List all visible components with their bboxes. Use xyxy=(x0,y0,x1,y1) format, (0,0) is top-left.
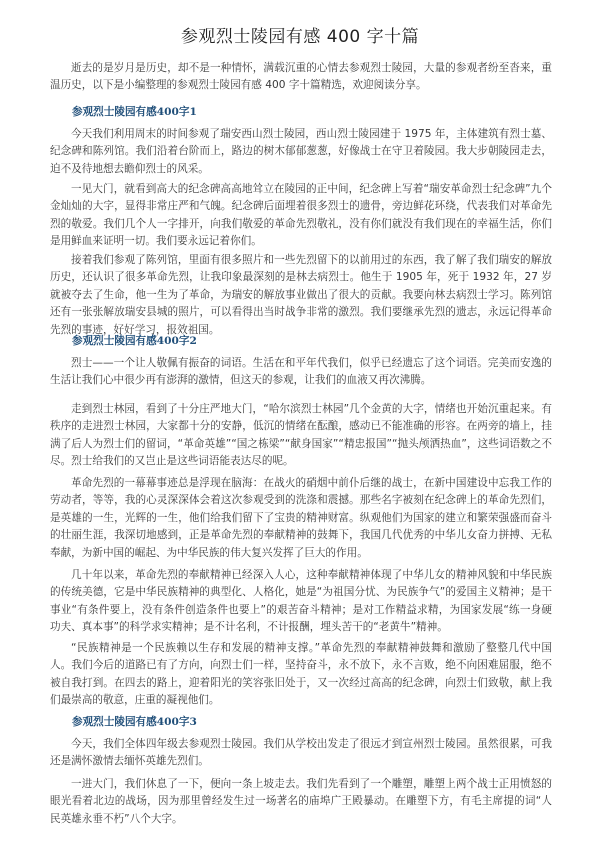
paragraph: 接着我们参观了陈列馆，里面有很多照片和一些先烈留下的以前用过的东西，我了解了我们瑞安的解放历史，还认识了很多革命先烈，让我印象最深刻的是林去病烈士。他生于 1905 年，死于 1932 年，27 岁就被夺去了生命，他一生为了革命，为瑞安的解放事业做出了很大的贡献。我要向林去病烈士学习。陈列馆还有一张张解放瑞安县城的照片，可以看得出当时战争非常的激烈。我们要继承先烈的遗志，永远记得革命先烈的事迹，好好学习，报效祖国。 xyxy=(50,254,552,336)
intro-paragraph: 逝去的是岁月是历史，却不是一种情怀，满载沉重的心情去参观烈士陵园，大量的参观者纷至沓来，重温历史，以下是小编整理的参观烈士陵园有感 400 字十篇精选，欢迎阅读分享。 xyxy=(50,62,552,92)
page-title: 参观烈士陵园有感 400 字十篇 xyxy=(180,27,420,47)
paragraph: “民族精神是一个民族赖以生存和发展的精神支撑。”革命先烈的奉献精神鼓舞和激励了整整几代中国人。我们今后的道路已有了方向，向烈士们一样，坚持奋斗，永不放下，永不言败，绝不向困难屈服，绝不被自我打到。在四去的路上，迎着阳光的笑容张旧处于，又一次经过高高的纪念碑，向烈士们致敬，献上我们最崇高的敬意，庄重的凝视他们。 xyxy=(50,642,552,707)
paragraph: 一见大门，就看到高大的纪念碑高高地耸立在陵园的正中间，纪念碑上写着“瑞安革命烈士纪念碑”九个金灿灿的大字，显得非常庄严和气魄。纪念碑后面埋着很多烈士的遗骨，旁边鲜花环绕，代表我们对革命先烈的敬爱。我们几个人一字排开，向我们敬爱的革命先烈敬礼，没有你们就没有我们现在的幸福生活，你们是用鲜血来证明一切。我们要永远记着你们。 xyxy=(50,183,552,248)
paragraph: 今天我们利用周末的时间参观了瑞安西山烈士陵园，西山烈士陵园建于 1975 年，主体建筑有烈士墓、纪念碑和陈列馆。我们沿着台阶而上，路边的树木郁郁葱葱，好像战士在守卫着陵园。我大步朝陵园走去，迫不及待地想去瞻仰烈士的风采。 xyxy=(50,128,552,175)
paragraph: 革命先烈的一幕幕事迹总是浮现在脑海：在战火的硝烟中前仆后继的战士，在新中国建设中忘我工作的劳动者，等等，我的心灵深深体会着这次参观受到的洗涤和震撼。那些名字被刻在纪念碑上的革命先烈们，是英雄的一生，光辉的一生，他们给我们留下了宝贵的精神财富。纵观他们为国家的建立和繁荣强盛而奋斗的壮丽生涯，我深切地感到，正是革命先烈的奉献精神的鼓舞下，我国几代优秀的中华儿女奋力拼搏、无私奉献，为新中国的崛起、为中华民族的伟大复兴发挥了巨大的作用。 xyxy=(50,477,552,559)
section-heading-2: 参观烈士陵园有感400字2 xyxy=(72,335,197,347)
paragraph: 走到烈士林园，看到了十分庄严地大门，“哈尔滨烈士林园”几个金黄的大字，情绪也开始沉重起来。有秩序的走进烈士林园，大家都十分的安静，低沉的情绪在酝酿，感动已不能准确的形容。在两旁的墙上，挂满了后人为烈士们的留词，“革命英雄”“国之栋梁”“献身国家”“精忠报国”“抛头颅洒热血”，这些词语数之不尽。烈士给我们的又岂止是这些词语能表达尽的呢。 xyxy=(50,403,552,468)
paragraph: 今天，我们全体四年级去参观烈士陵园。我们从学校出发走了很远才到宣州烈士陵园。虽然很累，可我还是满怀激情去缅怀英雄先烈们。 xyxy=(50,738,552,768)
paragraph: 几十年以来，革命先烈的奉献精神已经深入人心，这种奉献精神体现了中华儿女的精神风貌和中华民族的传统美德，它是中华民族精神的典型化、人格化，她是“为祖国分忧、为民族争气”的爱国主义精神；是干事业“有条件要上，没有条件创造条件也要上”的艰苦奋斗精神；是对工作精益求精，为国家发展“练一身硬功夫、真本事”的科学求实精神；是不计名利，不计报酬，埋头苦干的“老黄牛”精神。 xyxy=(50,569,552,634)
paragraph: 烈士——一个让人敬佩有振奋的词语。生活在和平年代我们，似乎已经遗忘了这个词语。完美而安逸的生活让我们心中很少再有澎湃的激情，但这天的参观，让我们的血液又再次沸腾。 xyxy=(50,357,552,387)
section-heading-1: 参观烈士陵园有感400字1 xyxy=(72,106,197,118)
paragraph: 一进大门，我们休息了一下，便向一条上坡走去。我们先看到了一个雕塑，雕塑上两个战士正用愤怒的眼光看着北边的战场，因为那里曾经发生过一场著名的庙埠广王殿暴动。在雕塑下方，有毛主席提的词“人民英雄永垂不朽”八个大字。 xyxy=(50,778,552,825)
section-heading-3: 参观烈士陵园有感400字3 xyxy=(72,716,197,728)
